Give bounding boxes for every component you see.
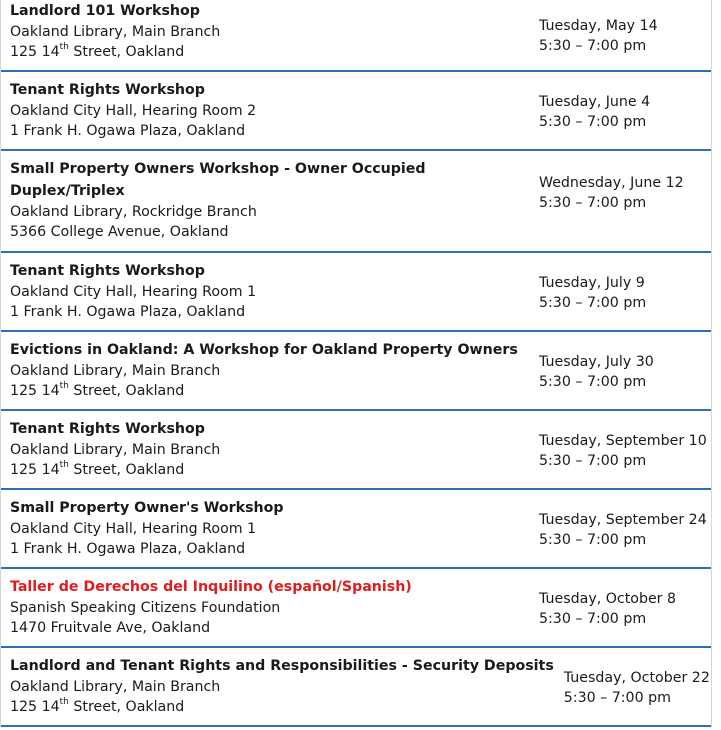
event-venue: Oakland Library, Main Branch (10, 363, 221, 379)
event-when (529, 151, 711, 251)
event-details (1, 648, 554, 725)
event-when (529, 72, 711, 149)
table-row (1, 648, 711, 727)
event-address: 1 Frank H. Ogawa Plaza, Oakland (10, 123, 246, 139)
event-address: 5366 College Avenue, Oakland (10, 224, 229, 240)
event-date: Tuesday, July 30 (539, 353, 654, 370)
table-row (1, 72, 711, 151)
event-date: Tuesday, September 10 (539, 432, 707, 449)
event-time: 5:30 – 7:00 pm (539, 531, 647, 548)
event-details (1, 332, 529, 409)
event-venue: Spanish Speaking Citizens Foundation (10, 600, 281, 616)
table-row (1, 332, 711, 411)
event-time: 5:30 – 7:00 pm (539, 38, 647, 54)
event-title: Small Property Owner's Workshop (10, 500, 284, 516)
event-when (529, 569, 711, 646)
event-title: Taller de Derechos del Inquilino (español/Spanish) (10, 579, 412, 595)
event-address: 125 14th Street, Oakland (10, 697, 185, 715)
event-details (1, 151, 529, 251)
event-title: Tenant Rights Workshop (10, 263, 205, 279)
event-time: 5:30 – 7:00 pm (539, 373, 647, 390)
event-venue: Oakland Library, Main Branch (10, 24, 221, 40)
event-details (1, 411, 529, 488)
event-date: Tuesday, July 9 (539, 274, 645, 291)
event-address: 1470 Fruitvale Ave, Oakland (10, 620, 211, 636)
event-title: Landlord 101 Workshop (10, 3, 200, 19)
event-date: Tuesday, May 14 (539, 18, 658, 34)
event-details (1, 569, 529, 646)
event-time: 5:30 – 7:00 pm (539, 452, 647, 469)
event-address: 125 14th Street, Oakland (10, 42, 185, 60)
event-when (529, 490, 711, 567)
event-date: Wednesday, June 12 (539, 175, 684, 191)
event-time: 5:30 – 7:00 pm (563, 689, 671, 706)
table-row (1, 0, 711, 72)
event-date: Tuesday, June 4 (539, 93, 651, 110)
event-when (554, 648, 711, 725)
table-row (1, 490, 711, 569)
event-details (1, 72, 529, 149)
event-when (529, 332, 711, 409)
table-row (1, 569, 711, 648)
event-when (529, 0, 711, 70)
event-address: 125 14th Street, Oakland (10, 381, 185, 399)
event-address: 1 Frank H. Ogawa Plaza, Oakland (10, 304, 246, 320)
event-details (1, 253, 529, 330)
event-venue: Oakland Library, Rockridge Branch (10, 204, 257, 220)
event-date: Tuesday, September 24 (539, 511, 707, 528)
event-when (529, 253, 711, 330)
event-time: 5:30 – 7:00 pm (539, 610, 647, 627)
table-row (1, 411, 711, 490)
event-when (529, 411, 711, 488)
event-date: Tuesday, October 22 (563, 669, 710, 686)
event-title: Tenant Rights Workshop (10, 82, 205, 98)
event-title: Evictions in Oakland: A Workshop for Oakland Property Owners (10, 342, 518, 358)
event-venue: Oakland City Hall, Hearing Room 1 (10, 284, 257, 300)
event-details (1, 490, 529, 567)
event-title: Landlord and Tenant Rights and Responsibilities - Security Deposits (10, 658, 554, 674)
event-address: 1 Frank H. Ogawa Plaza, Oakland (10, 541, 246, 557)
event-title: Small Property Owners Workshop - Owner Occupied Duplex/Triplex (10, 161, 426, 199)
event-time: 5:30 – 7:00 pm (539, 195, 647, 211)
event-details (1, 0, 529, 70)
event-address: 125 14th Street, Oakland (10, 460, 185, 478)
event-venue: Oakland City Hall, Hearing Room 1 (10, 521, 257, 537)
event-venue: Oakland City Hall, Hearing Room 2 (10, 103, 257, 119)
event-venue: Oakland Library, Main Branch (10, 442, 221, 458)
table-row (1, 253, 711, 332)
event-venue: Oakland Library, Main Branch (10, 679, 221, 695)
event-time: 5:30 – 7:00 pm (539, 294, 647, 311)
event-time: 5:30 – 7:00 pm (539, 113, 647, 130)
event-date: Tuesday, October 8 (539, 590, 677, 607)
event-title: Tenant Rights Workshop (10, 421, 205, 437)
table-row (1, 151, 711, 253)
